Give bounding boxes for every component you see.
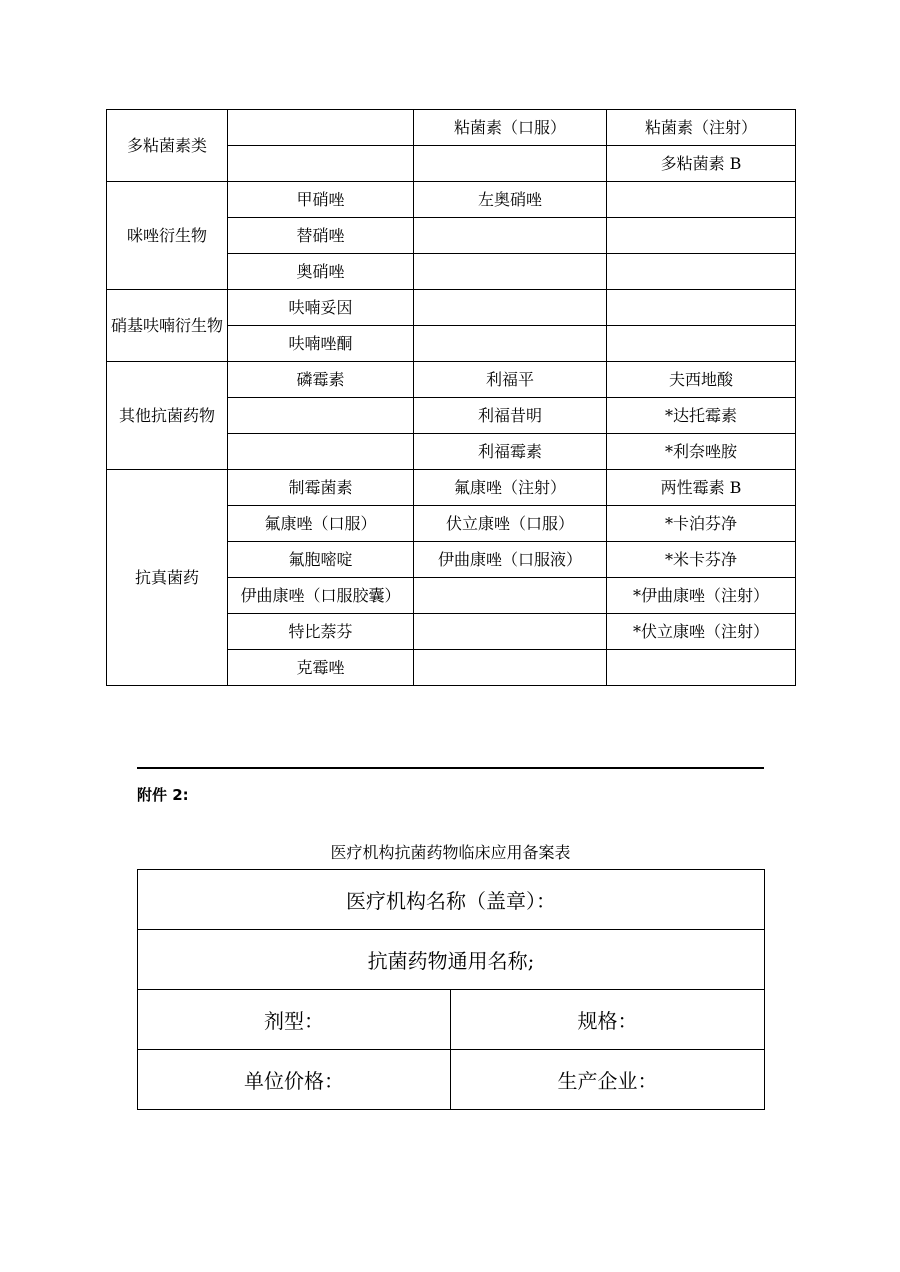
drug-cell: 氟康唑（口服） [228,506,414,542]
drug-cell [607,182,796,218]
drug-cell: 甲硝唑 [228,182,414,218]
drug-cell: *利奈唑胺 [607,434,796,470]
drug-cell [414,146,607,182]
form-row-form-spec [138,990,765,1050]
table-row [107,110,796,146]
dosage-form-field: 剂型： [138,990,451,1050]
drug-cell: 利福平 [414,362,607,398]
drug-cell [228,146,414,182]
drug-cell [414,326,607,362]
form-row-price-maker [138,1050,765,1110]
drug-cell [414,254,607,290]
drug-cell: 呋喃唑酮 [228,326,414,362]
drug-cell: 两性霉素 B [607,470,796,506]
table-row [107,182,796,218]
table-row [107,290,796,326]
antibiotic-classification-table [106,109,796,686]
category-cell: 咪唑衍生物 [107,182,228,290]
drug-cell: 利福昔明 [414,398,607,434]
drug-cell: 粘菌素（注射） [607,110,796,146]
form-title: 医疗机构抗菌药物临床应用备案表 [330,843,571,862]
drug-cell: *米卡芬净 [607,542,796,578]
section-divider [137,767,764,769]
drug-cell: 氟康唑（注射） [414,470,607,506]
manufacturer-field: 生产企业： [451,1050,765,1110]
drug-cell: *达托霉素 [607,398,796,434]
drug-cell: *伏立康唑（注射） [607,614,796,650]
drug-cell [414,578,607,614]
drug-cell [228,398,414,434]
filing-form-table [137,869,765,1110]
drug-cell [607,254,796,290]
drug-cell: 伊曲康唑（口服液） [414,542,607,578]
drug-cell: 克霉唑 [228,650,414,686]
drug-cell [414,650,607,686]
drug-table-body [107,110,796,686]
drug-cell [228,110,414,146]
drug-cell: 粘菌素（口服） [414,110,607,146]
drug-cell [414,290,607,326]
institution-name-field: 医疗机构名称（盖章）： [138,870,765,930]
drug-cell: 伏立康唑（口服） [414,506,607,542]
category-cell: 多粘菌素类 [107,110,228,182]
drug-cell [228,434,414,470]
drug-cell: 氟胞嘧啶 [228,542,414,578]
drug-cell [414,614,607,650]
drug-cell [607,290,796,326]
drug-cell: 夫西地酸 [607,362,796,398]
drug-cell: 制霉菌素 [228,470,414,506]
category-cell: 抗真菌药 [107,470,228,686]
generic-name-field: 抗菌药物通用名称; [138,930,765,990]
drug-cell: 特比萘芬 [228,614,414,650]
drug-cell: 呋喃妥因 [228,290,414,326]
form-row-generic-name [138,930,765,990]
drug-cell: 奥硝唑 [228,254,414,290]
unit-price-field: 单位价格： [138,1050,451,1110]
specification-field: 规格： [451,990,765,1050]
drug-cell: *卡泊芬净 [607,506,796,542]
drug-cell: 伊曲康唑（口服胶囊） [228,578,414,614]
drug-cell: 利福霉素 [414,434,607,470]
category-cell: 硝基呋喃衍生物 [107,290,228,362]
drug-cell: 左奥硝唑 [414,182,607,218]
category-cell: 其他抗菌药物 [107,362,228,470]
drug-cell [607,326,796,362]
form-row-institution [138,870,765,930]
drug-cell: 磷霉素 [228,362,414,398]
drug-cell: 多粘菌素 B [607,146,796,182]
drug-cell [607,218,796,254]
drug-cell: 替硝唑 [228,218,414,254]
table-row [107,362,796,398]
attachment-label: 附件 2: [137,786,189,804]
drug-cell [607,650,796,686]
drug-cell [414,218,607,254]
table-row [107,470,796,506]
drug-cell: *伊曲康唑（注射） [607,578,796,614]
